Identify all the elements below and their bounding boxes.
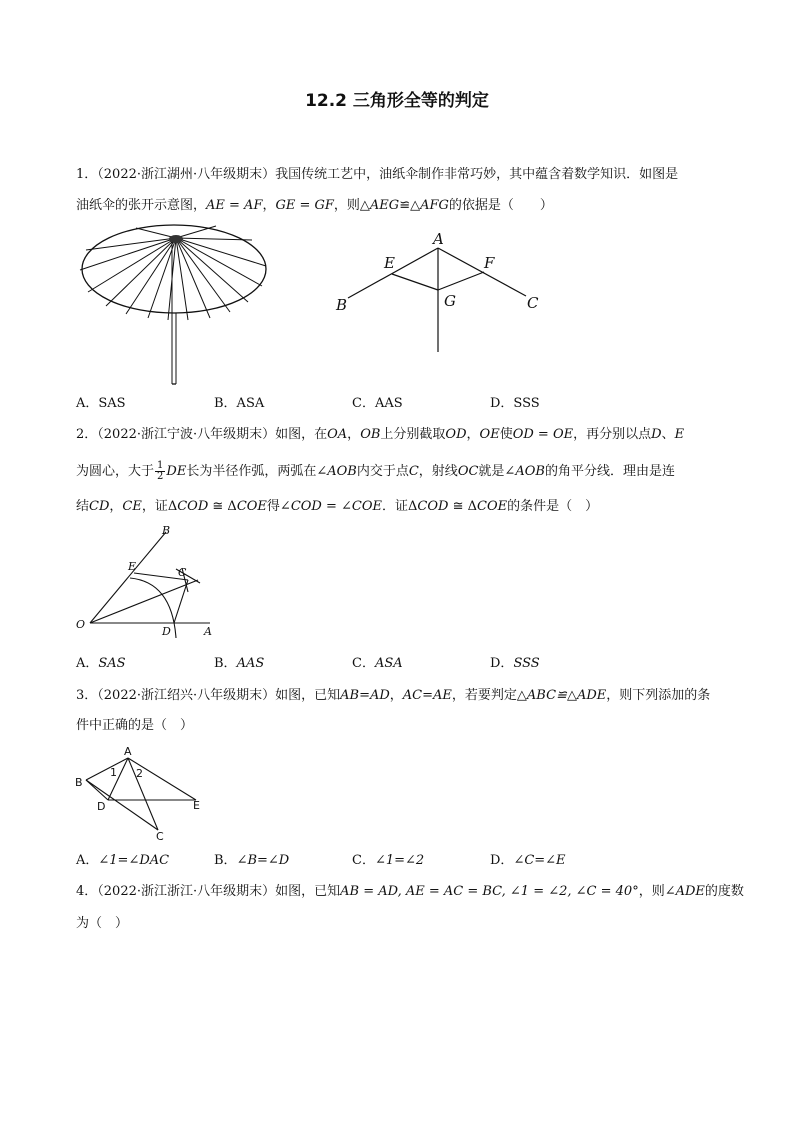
q2-option-b[interactable]: B．AAS [214,656,265,671]
q2-option-d[interactable]: D．SSS [490,656,540,671]
q1-label-a: A [433,230,444,248]
q3-option-c[interactable]: C．∠1=∠2 [352,853,425,868]
q2-label-a: A [204,625,212,638]
q3-label-e: E [193,799,200,812]
umbrella-top-knob [169,235,183,243]
q2-fraction-half: $\frac{1}{2}$ [157,460,164,482]
q1-label-g: G [444,292,456,310]
q1-text-line1: 1．（2022·浙江湖州·八年级期末）我国传统工艺中，油纸伞制作非常巧妙，其中蕴含着数学知识．如图是 [76,167,679,182]
page-title: 12.2 三角形全等的判定 [305,91,489,111]
q1-option-b[interactable]: B．ASA [214,396,265,411]
q4-text-line2: 为（ ） [76,916,129,931]
q4-text-line1: 4．（2022·浙江浙江·八年级期末）如图，已知AB = AD, AE = AC = BC, ∠1 = ∠2, ∠C = 40°，则∠ADE的度数 [76,884,744,899]
q2-label-c: C [178,566,187,579]
q2-text-line2: 为圆心，大于 $\frac{1}{2}$ DE长为半径作弧，两弧在∠AOB内交于点C，射线OC就是∠AOB的角平分线．理由是连 [76,460,675,482]
q2-label-e: E [128,560,137,573]
q1-option-d[interactable]: D．SSS [490,396,540,411]
q1-option-c[interactable]: C．AAS [352,396,403,411]
q2-text-line3: 结CD，CE，证ΔCOD ≅ ΔCOE得∠COD = ∠COE．证ΔCOD ≅ ΔCOE的条件是（ ） [76,499,599,514]
umbrella-illustration [76,222,272,386]
q1-label-c: C [527,294,539,312]
q1-label-b: B [336,296,348,314]
q3-label-a: A [124,745,132,758]
q3-figure [72,742,208,842]
q1-text-line2: 油纸伞的张开示意图，AE = AF，GE = GF，则△AEG≌△AFG的依据是（ ） [76,198,553,213]
q3-label-b: B [75,776,83,789]
q2-label-o: O [76,618,86,631]
q2-option-a[interactable]: A．SAS [76,656,126,671]
q2-label-b: B [162,524,171,537]
q3-label-d: D [97,800,106,813]
q2-text-line1: 2．（2022·浙江宁波·八年级期末）如图，在OA，OB上分别截取OD，OE使OD = OE，再分别以点D、E [76,427,685,442]
q1-label-e: E [384,254,395,272]
q2-option-c[interactable]: C．ASA [352,656,403,671]
q3-text-line2: 件中正确的是（ ） [76,718,194,733]
q3-option-d[interactable]: D．∠C=∠E [490,853,566,868]
q3-text-line1: 3．（2022·浙江绍兴·八年级期末）如图，已知AB=AD，AC=AE，若要判定△ABC≌△ADE，则下列添加的条 [76,688,711,703]
q3-label-c: C [156,830,164,843]
q3-label-angle1: 1 [110,766,117,779]
q1-label-f: F [484,254,495,272]
q1-figure [330,228,550,358]
q3-option-b[interactable]: B．∠B=∠D [214,853,290,868]
q3-label-angle2: 2 [136,767,143,780]
q1-option-a[interactable]: A．SAS [76,396,126,411]
q2-figure [74,522,224,646]
q2-label-d: D [162,625,171,638]
q3-option-a[interactable]: A．∠1=∠DAC [76,853,170,868]
